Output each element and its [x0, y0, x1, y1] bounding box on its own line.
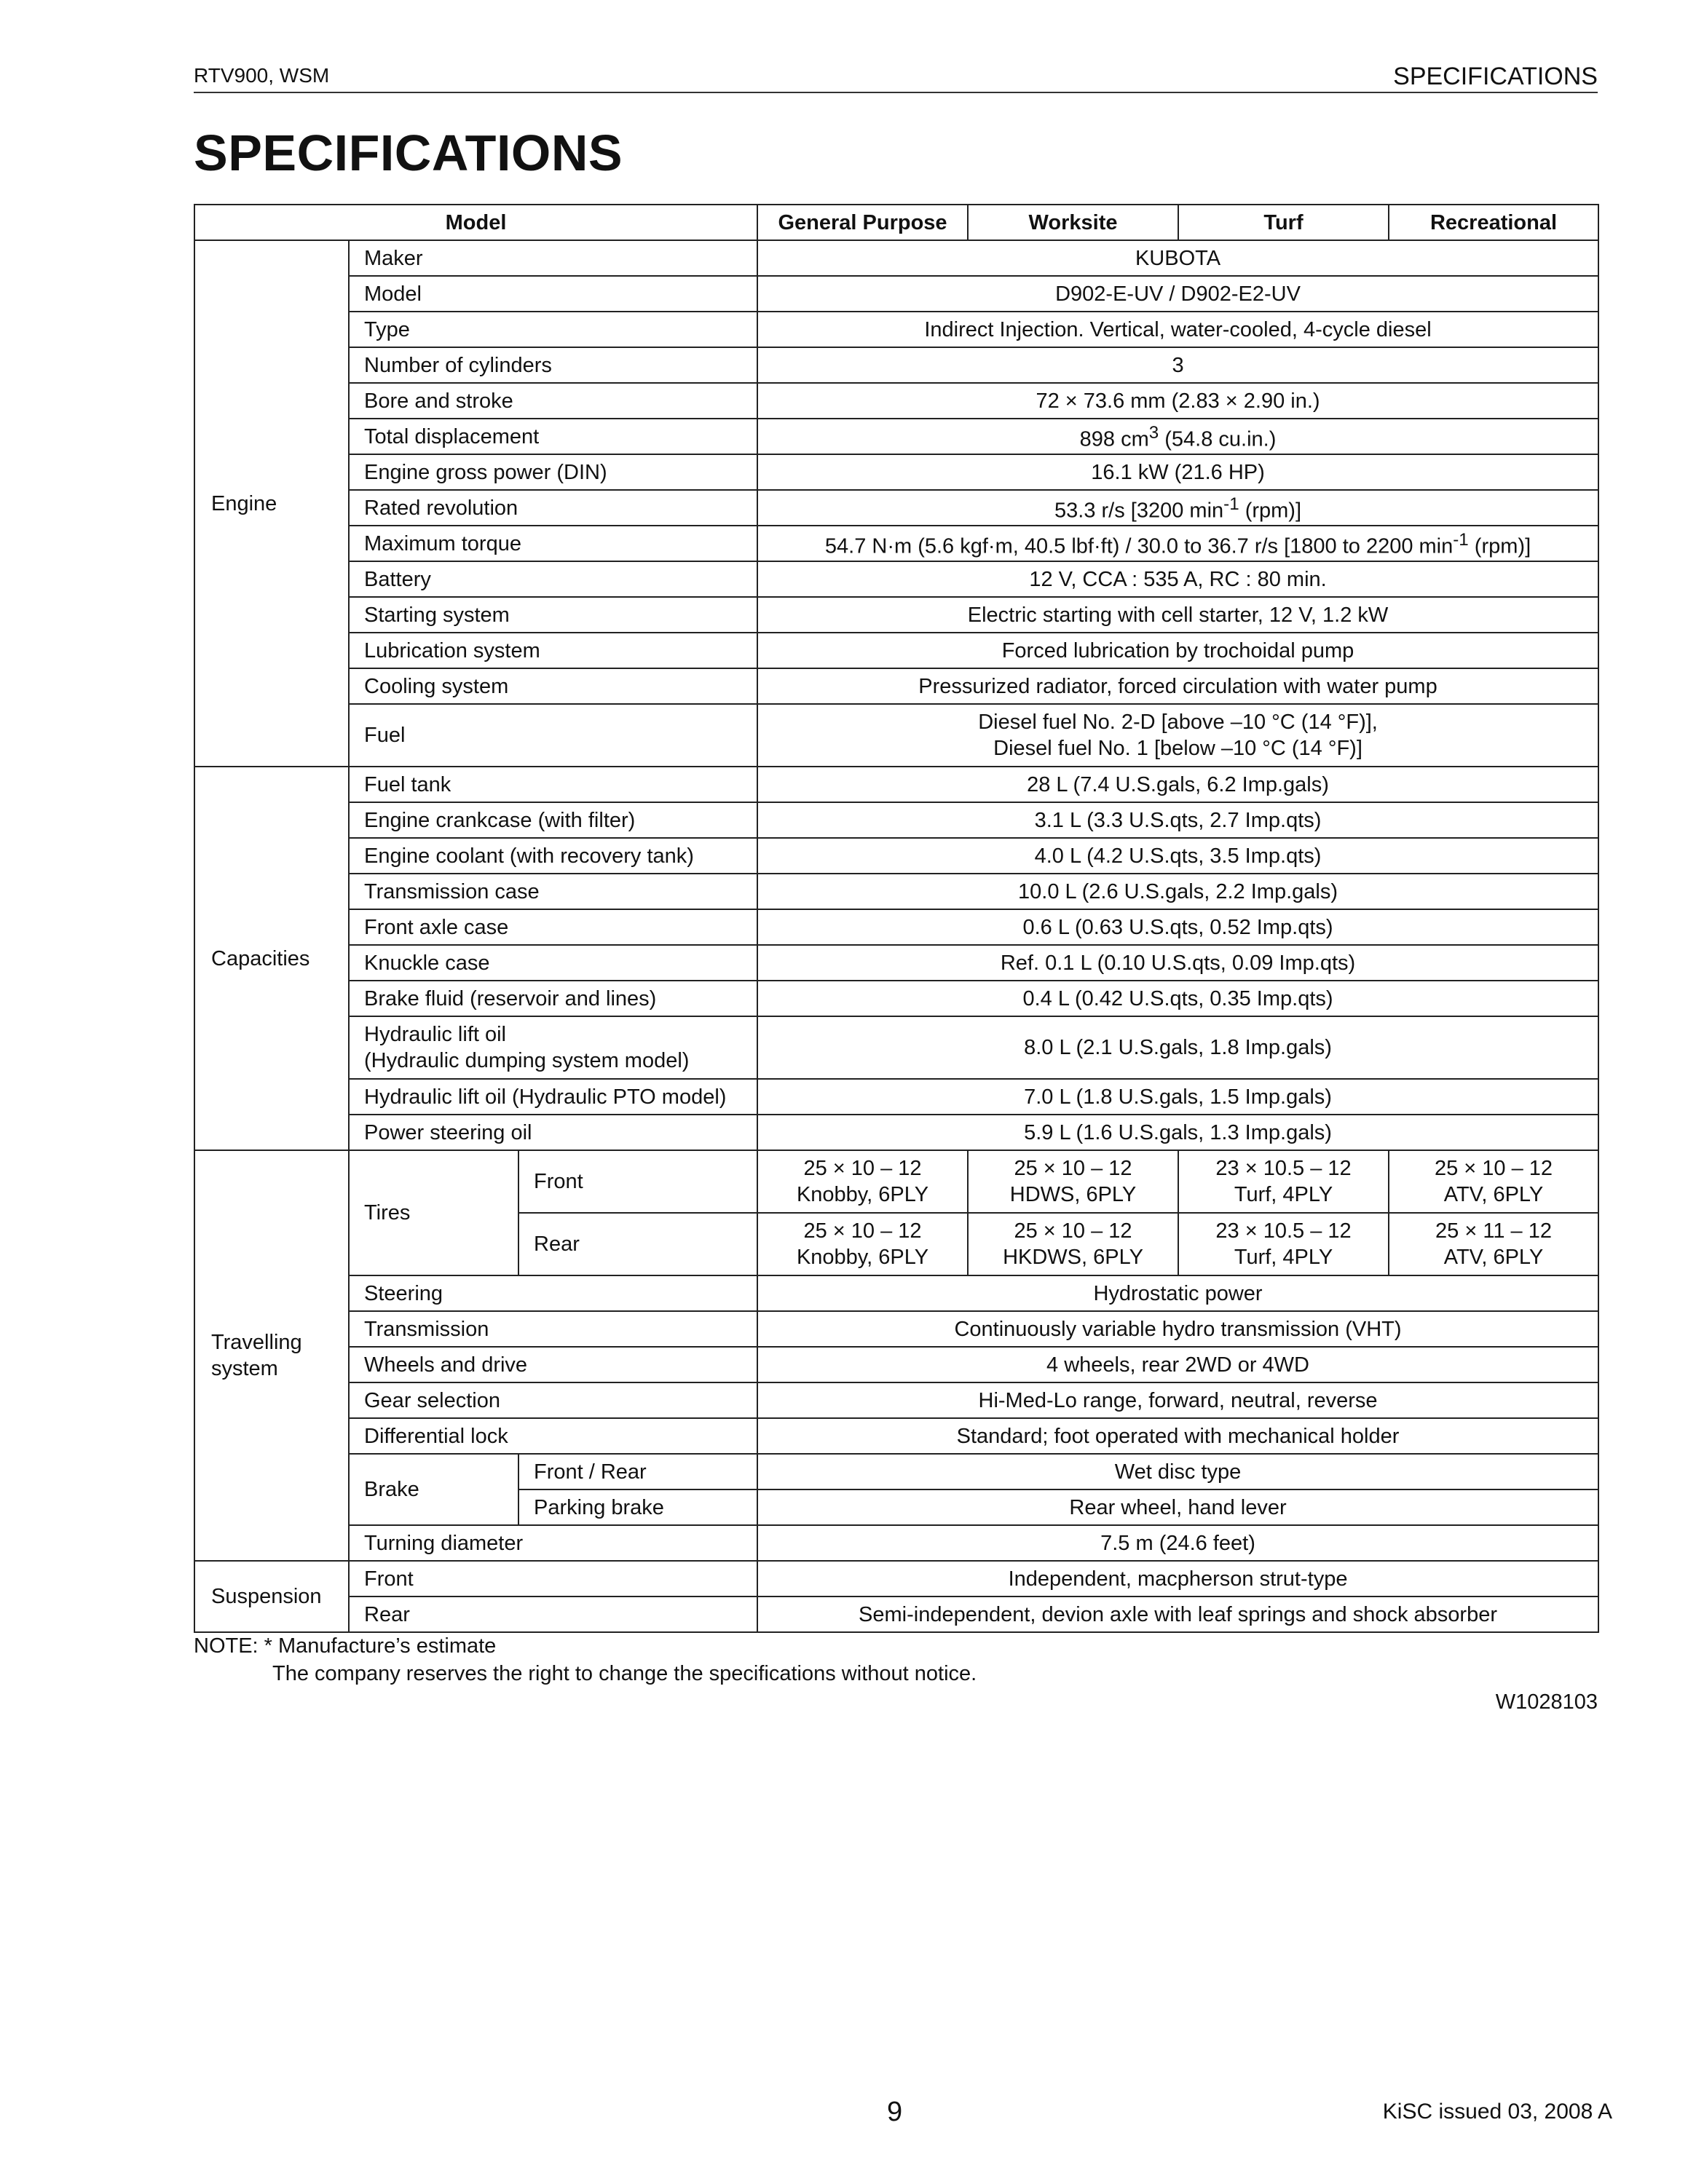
general-purpose-header: General Purpose — [757, 205, 968, 240]
tire-cell — [1389, 1213, 1598, 1275]
header-section-title: SPECIFICATIONS — [1393, 63, 1598, 90]
row-value: Electric starting with cell starter, 12 V, 1.2 kW — [757, 597, 1598, 633]
tire-type: HDWS, 6PLY — [1009, 1183, 1137, 1206]
value-line: Diesel fuel No. 2-D [above –10 °C (14 °F)], — [978, 711, 1378, 734]
row-label: Cooling system — [349, 668, 757, 704]
page-number: 9 — [887, 2097, 903, 2127]
table-row — [194, 1275, 1598, 1311]
tire-size: 25 × 10 – 12 — [1014, 1157, 1132, 1180]
table-row — [194, 1347, 1598, 1382]
row-value: 10.0 L (2.6 U.S.gals, 2.2 Imp.gals) — [757, 874, 1598, 909]
row-label: Starting system — [349, 597, 757, 633]
table-header-row — [194, 205, 1598, 240]
page-title: SPECIFICATIONS — [194, 124, 623, 181]
header-rule — [194, 92, 1598, 93]
row-label: Engine gross power (DIN) — [349, 454, 757, 490]
table-row — [194, 1525, 1598, 1561]
table-row — [194, 312, 1598, 347]
tire-size: 25 × 11 – 12 — [1435, 1219, 1552, 1243]
table-row — [194, 945, 1598, 981]
document-code: W1028103 — [1495, 1690, 1598, 1714]
row-value: Semi-independent, devion axle with leaf springs and shock absorber — [757, 1597, 1598, 1632]
superscript: -1 — [1453, 530, 1469, 550]
worksite-header: Worksite — [968, 205, 1178, 240]
row-label: Engine coolant (with recovery tank) — [349, 838, 757, 874]
tire-cell — [757, 1150, 968, 1213]
table-row — [194, 1561, 1598, 1597]
table-row — [194, 240, 1598, 276]
note-line: The company reserves the right to change the specifications without notice. — [272, 1662, 977, 1685]
row-label: Gear selection — [349, 1382, 757, 1418]
tire-type: ATV, 6PLY — [1443, 1246, 1544, 1269]
table-row — [194, 909, 1598, 945]
tire-size: 25 × 10 – 12 — [803, 1219, 922, 1243]
row-label: Fuel — [349, 704, 757, 767]
tires-label: Tires — [349, 1150, 518, 1275]
row-label: Transmission case — [349, 874, 757, 909]
table-row — [194, 633, 1598, 668]
row-value: 3.1 L (3.3 U.S.qts, 2.7 Imp.qts) — [757, 802, 1598, 838]
row-value: 12 V, CCA : 535 A, RC : 80 min. — [757, 561, 1598, 597]
tire-cell — [1178, 1150, 1389, 1213]
tire-size: 25 × 10 – 12 — [1434, 1157, 1553, 1180]
row-value: 72 × 73.6 mm (2.83 × 2.90 in.) — [757, 383, 1598, 419]
category-line: system — [211, 1357, 278, 1380]
row-label: Knuckle case — [349, 945, 757, 981]
tire-size: 25 × 10 – 12 — [1014, 1219, 1132, 1243]
row-value: Continuously variable hydro transmission (VHT) — [757, 1311, 1598, 1347]
label-line: Hydraulic lift oil — [364, 1023, 506, 1046]
row-label: Wheels and drive — [349, 1347, 757, 1382]
table-row — [194, 981, 1598, 1016]
row-label: Fuel tank — [349, 767, 757, 802]
travelling-system-category — [194, 1150, 349, 1561]
table-row — [194, 1016, 1598, 1079]
table-row — [194, 276, 1598, 312]
model-header: Model — [194, 205, 757, 240]
turf-header: Turf — [1178, 205, 1389, 240]
row-label: Brake fluid (reservoir and lines) — [349, 981, 757, 1016]
tire-type: ATV, 6PLY — [1443, 1183, 1544, 1206]
value-text: (rpm)] — [1468, 534, 1531, 558]
label-line: (Hydraulic dumping system model) — [364, 1049, 690, 1072]
table-row — [194, 668, 1598, 704]
tire-type: HKDWS, 6PLY — [1003, 1246, 1143, 1269]
tire-type: Knobby, 6PLY — [796, 1183, 929, 1206]
row-value: 5.9 L (1.6 U.S.gals, 1.3 Imp.gals) — [757, 1115, 1598, 1150]
row-value: 0.6 L (0.63 U.S.qts, 0.52 Imp.qts) — [757, 909, 1598, 945]
note-block — [194, 1632, 977, 1688]
row-value: 3 — [757, 347, 1598, 383]
row-label: Engine crankcase (with filter) — [349, 802, 757, 838]
row-label: Front — [349, 1561, 757, 1597]
row-value — [757, 526, 1598, 561]
tire-size: 25 × 10 – 12 — [803, 1157, 922, 1180]
value-text: 54.7 N·m (5.6 kgf·m, 40.5 lbf·ft) / 30.0 to 36.7 r/s [1800 to 2200 min — [824, 534, 1454, 558]
row-value: D902-E-UV / D902-E2-UV — [757, 276, 1598, 312]
table-row — [194, 1311, 1598, 1347]
row-value: 28 L (7.4 U.S.gals, 6.2 Imp.gals) — [757, 767, 1598, 802]
row-label: Transmission — [349, 1311, 757, 1347]
table-row — [194, 597, 1598, 633]
row-value: Indirect Injection. Vertical, water-cooled, 4-cycle diesel — [757, 312, 1598, 347]
row-value: Hydrostatic power — [757, 1275, 1598, 1311]
table-row — [194, 561, 1598, 597]
brake-label: Brake — [349, 1454, 518, 1525]
superscript: 3 — [1148, 423, 1159, 443]
table-row — [194, 767, 1598, 802]
specifications-table — [194, 204, 1599, 1633]
row-value: 8.0 L (2.1 U.S.gals, 1.8 Imp.gals) — [757, 1016, 1598, 1079]
row-value: 16.1 kW (21.6 HP) — [757, 454, 1598, 490]
table-row — [194, 802, 1598, 838]
table-row — [194, 1079, 1598, 1115]
capacities-category: Capacities — [194, 767, 349, 1150]
row-value — [757, 419, 1598, 454]
row-label: Total displacement — [349, 419, 757, 454]
table-row — [194, 1597, 1598, 1632]
row-value: KUBOTA — [757, 240, 1598, 276]
row-value: Standard; foot operated with mechanical holder — [757, 1418, 1598, 1454]
note-line: NOTE: * Manufacture’s estimate — [194, 1634, 497, 1658]
table-row — [194, 1418, 1598, 1454]
row-label: Number of cylinders — [349, 347, 757, 383]
table-row — [194, 347, 1598, 383]
tire-cell — [1389, 1150, 1598, 1213]
tire-cell — [1178, 1213, 1389, 1275]
issue-info: KiSC issued 03, 2008 A — [1382, 2100, 1612, 2124]
tires-rear-label: Rear — [518, 1213, 757, 1275]
value-line: Diesel fuel No. 1 [below –10 °C (14 °F)] — [993, 737, 1362, 760]
tire-type: Knobby, 6PLY — [796, 1246, 929, 1269]
row-label: Steering — [349, 1275, 757, 1311]
table-row — [194, 454, 1598, 490]
table-row — [194, 874, 1598, 909]
row-label: Type — [349, 312, 757, 347]
row-label: Model — [349, 276, 757, 312]
row-value — [757, 704, 1598, 767]
category-line: Travelling — [211, 1331, 302, 1354]
row-label: Bore and stroke — [349, 383, 757, 419]
row-label: Rear — [349, 1597, 757, 1632]
table-row — [194, 419, 1598, 454]
row-value: 7.0 L (1.8 U.S.gals, 1.5 Imp.gals) — [757, 1079, 1598, 1115]
row-value: 0.4 L (0.42 U.S.qts, 0.35 Imp.qts) — [757, 981, 1598, 1016]
table-row — [194, 1150, 1598, 1213]
row-label: Lubrication system — [349, 633, 757, 668]
tire-size: 23 × 10.5 – 12 — [1215, 1219, 1352, 1243]
table-row — [194, 383, 1598, 419]
suspension-category: Suspension — [194, 1561, 349, 1632]
row-value: 7.5 m (24.6 feet) — [757, 1525, 1598, 1561]
header-document-title: RTV900, WSM — [194, 64, 330, 87]
superscript: -1 — [1223, 494, 1239, 515]
row-value: Wet disc type — [757, 1454, 1598, 1489]
tire-type: Turf, 4PLY — [1234, 1246, 1333, 1269]
row-label: Power steering oil — [349, 1115, 757, 1150]
row-value: Rear wheel, hand lever — [757, 1489, 1598, 1525]
row-value: Hi-Med-Lo range, forward, neutral, reverse — [757, 1382, 1598, 1418]
value-text: 898 cm — [1079, 427, 1149, 451]
tire-cell — [968, 1150, 1178, 1213]
row-label: Maker — [349, 240, 757, 276]
row-label: Differential lock — [349, 1418, 757, 1454]
tire-cell — [757, 1213, 968, 1275]
row-value: 4 wheels, rear 2WD or 4WD — [757, 1347, 1598, 1382]
table-row — [194, 1454, 1598, 1489]
table-row — [194, 1115, 1598, 1150]
tire-type: Turf, 4PLY — [1234, 1183, 1333, 1206]
row-label: Battery — [349, 561, 757, 597]
row-label: Front axle case — [349, 909, 757, 945]
table-row — [194, 1382, 1598, 1418]
row-value: Ref. 0.1 L (0.10 U.S.qts, 0.09 Imp.qts) — [757, 945, 1598, 981]
row-label: Hydraulic lift oil (Hydraulic PTO model) — [349, 1079, 757, 1115]
row-label: Maximum torque — [349, 526, 757, 561]
row-value: Pressurized radiator, forced circulation with water pump — [757, 668, 1598, 704]
table-row — [194, 704, 1598, 767]
table-row — [194, 526, 1598, 561]
value-text: (54.8 cu.in.) — [1159, 427, 1277, 451]
table-row — [194, 838, 1598, 874]
row-sublabel: Parking brake — [518, 1489, 757, 1525]
row-value — [757, 490, 1598, 526]
recreational-header: Recreational — [1389, 205, 1598, 240]
row-label: Rated revolution — [349, 490, 757, 526]
tire-cell — [968, 1213, 1178, 1275]
row-value: Independent, macpherson strut-type — [757, 1561, 1598, 1597]
tires-front-label: Front — [518, 1150, 757, 1213]
row-value: 4.0 L (4.2 U.S.qts, 3.5 Imp.qts) — [757, 838, 1598, 874]
row-label: Turning diameter — [349, 1525, 757, 1561]
tire-size: 23 × 10.5 – 12 — [1215, 1157, 1352, 1180]
table-row — [194, 490, 1598, 526]
row-sublabel: Front / Rear — [518, 1454, 757, 1489]
row-value: Forced lubrication by trochoidal pump — [757, 633, 1598, 668]
value-text: 53.3 r/s [3200 min — [1054, 499, 1224, 523]
value-text: (rpm)] — [1239, 499, 1302, 523]
row-label — [349, 1016, 757, 1079]
engine-category: Engine — [194, 240, 349, 767]
